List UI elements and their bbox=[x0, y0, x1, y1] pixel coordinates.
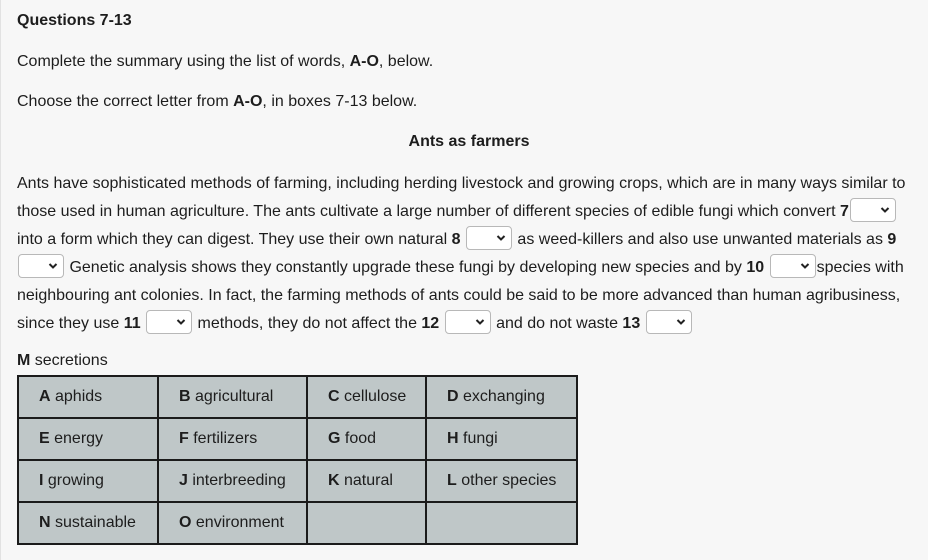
chevron-down-icon bbox=[475, 317, 485, 327]
option-letter: A bbox=[39, 388, 51, 405]
instruction-line-1 bbox=[17, 53, 433, 71]
option-letter: C bbox=[328, 388, 340, 405]
option-cell-empty bbox=[307, 502, 426, 544]
option-letter: I bbox=[39, 472, 44, 489]
option-word: exchanging bbox=[458, 388, 545, 405]
option-cell bbox=[158, 502, 307, 544]
question-number-12: 12 bbox=[421, 315, 440, 332]
instruction-line-2 bbox=[17, 93, 417, 111]
summary-segment: into a form which they can digest. They use their own natural bbox=[17, 231, 452, 248]
question-number-7: 7 bbox=[840, 203, 849, 220]
option-cell bbox=[18, 418, 158, 460]
chevron-down-icon bbox=[800, 261, 810, 271]
summary-segment: Genetic analysis shows they constantly upgrade these fungi by developing new species and by bbox=[65, 259, 747, 276]
chevron-down-icon bbox=[48, 261, 58, 271]
options-row bbox=[18, 418, 577, 460]
instruction-text: Complete the summary using the list of words, bbox=[17, 53, 350, 70]
option-letter: K bbox=[328, 472, 340, 489]
option-word: fungi bbox=[458, 430, 498, 447]
answer-dropdown-7[interactable] bbox=[850, 198, 896, 222]
option-word: agricultural bbox=[190, 388, 274, 405]
summary-segment: methods, they do not affect the bbox=[193, 315, 422, 332]
options-row bbox=[18, 376, 577, 418]
answer-dropdown-8[interactable] bbox=[466, 226, 512, 250]
option-cell bbox=[426, 418, 577, 460]
instruction-range: A-O bbox=[349, 53, 379, 70]
options-row bbox=[18, 460, 577, 502]
option-cell bbox=[158, 460, 307, 502]
answer-dropdown-9[interactable] bbox=[18, 254, 64, 278]
option-letter: B bbox=[179, 388, 191, 405]
option-cell bbox=[307, 460, 426, 502]
option-cell bbox=[426, 460, 577, 502]
option-cell-empty bbox=[426, 502, 577, 544]
questions-title: Questions 7-13 bbox=[17, 12, 132, 29]
option-letter: G bbox=[328, 430, 341, 447]
answer-dropdown-10[interactable] bbox=[770, 254, 816, 278]
question-number-10: 10 bbox=[746, 259, 765, 276]
option-cell bbox=[307, 418, 426, 460]
question-number-8: 8 bbox=[451, 231, 461, 248]
question-number-9: 9 bbox=[887, 231, 897, 248]
summary-text bbox=[17, 170, 917, 338]
option-word: cellulose bbox=[339, 388, 407, 405]
chevron-down-icon bbox=[676, 317, 686, 327]
option-letter: O bbox=[179, 514, 192, 531]
instruction-text: , below. bbox=[378, 53, 434, 70]
option-cell bbox=[426, 376, 577, 418]
options-row bbox=[18, 502, 577, 544]
option-word: natural bbox=[339, 472, 393, 489]
option-letter: N bbox=[39, 514, 51, 531]
option-word: fertilizers bbox=[188, 430, 258, 447]
answer-dropdown-11[interactable] bbox=[146, 310, 192, 334]
option-letter: J bbox=[179, 472, 188, 489]
instruction-text: , in boxes 7-13 below. bbox=[262, 93, 418, 110]
option-word: food bbox=[340, 430, 377, 447]
option-letter: H bbox=[447, 430, 459, 447]
option-word: sustainable bbox=[50, 514, 136, 531]
summary-segment: species with neighbouring ant colonies. In fact, the farming methods of ants could be said to be more advanced than human agribusiness, since they use bbox=[17, 259, 904, 332]
chevron-down-icon bbox=[176, 317, 186, 327]
option-letter: M bbox=[17, 352, 31, 369]
option-letter: E bbox=[39, 430, 50, 447]
instruction-text: Choose the correct letter from bbox=[17, 93, 234, 110]
option-letter: L bbox=[447, 472, 457, 489]
option-word: aphids bbox=[50, 388, 103, 405]
options-table bbox=[17, 375, 578, 545]
answer-dropdown-12[interactable] bbox=[445, 310, 491, 334]
option-word: interbreeding bbox=[187, 472, 286, 489]
option-cell bbox=[18, 502, 158, 544]
option-cell bbox=[18, 376, 158, 418]
option-word: other species bbox=[456, 472, 557, 489]
option-cell bbox=[158, 376, 307, 418]
summary-segment: and do not waste bbox=[491, 315, 623, 332]
option-word: growing bbox=[43, 472, 104, 489]
option-letter: D bbox=[447, 388, 459, 405]
option-m bbox=[17, 352, 108, 370]
option-word: secretions bbox=[30, 352, 108, 369]
instruction-range: A-O bbox=[233, 93, 263, 110]
option-cell bbox=[18, 460, 158, 502]
option-letter: F bbox=[179, 430, 189, 447]
question-number-13: 13 bbox=[622, 315, 641, 332]
summary-title: Ants as farmers bbox=[408, 133, 530, 150]
option-cell bbox=[158, 418, 307, 460]
answer-dropdown-13[interactable] bbox=[646, 310, 692, 334]
question-number-11: 11 bbox=[123, 315, 141, 332]
chevron-down-icon bbox=[496, 233, 506, 243]
summary-segment: as weed-killers and also use unwanted materials as bbox=[512, 231, 888, 248]
chevron-down-icon bbox=[880, 205, 890, 215]
option-word: environment bbox=[191, 514, 284, 531]
summary-segment: Ants have sophisticated methods of farming, including herding livestock and growing crops, which are in many ways similar to those used in human agriculture. The ants cultivate a large number of different species of edible fungi which convert bbox=[17, 175, 906, 220]
option-word: energy bbox=[49, 430, 104, 447]
option-cell bbox=[307, 376, 426, 418]
